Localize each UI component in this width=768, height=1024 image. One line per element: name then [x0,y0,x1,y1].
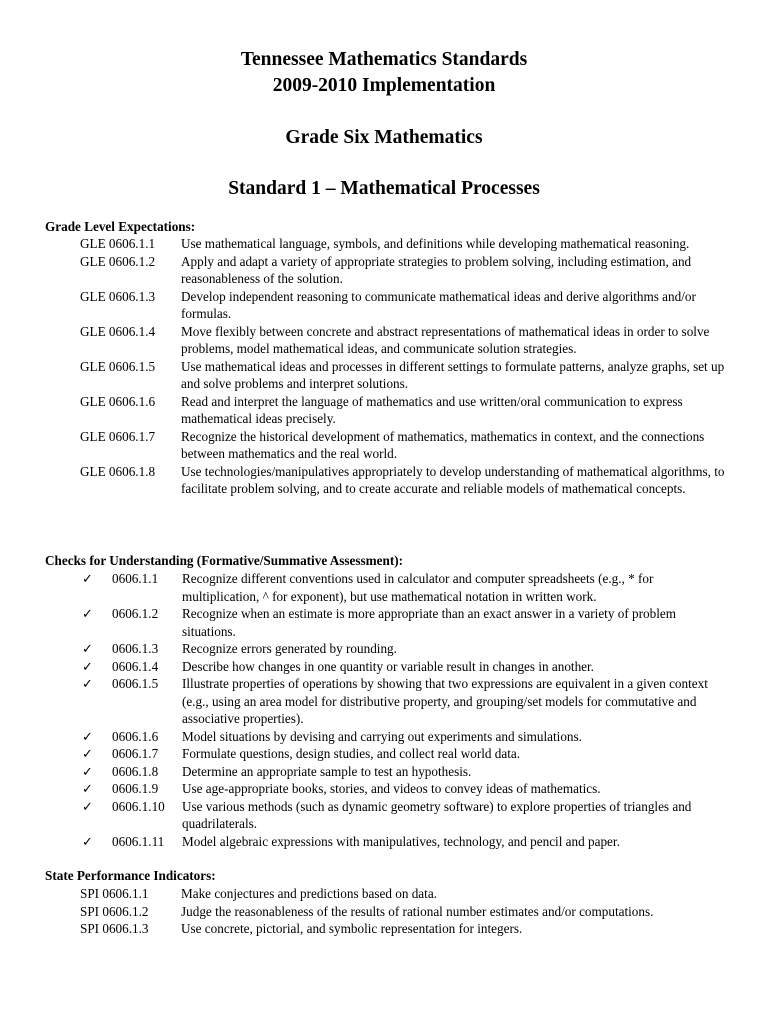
grade-title: Grade Six Mathematics [285,127,483,148]
cfu-text: Recognize different conventions used in calculator and computer spreadsheets (e.g., * for multiplication, ^ for exponent), but use mathematical notation in written work. [182,571,654,604]
cfu-text: Recognize when an estimate is more appropriate than an exact answer in a variety of problem situations. [182,606,676,639]
checkmark-icon: ✓ [82,763,94,779]
gle-code: GLE 0606.1.7 [80,428,156,444]
spi-code: SPI 0606.1.1 [80,886,149,901]
spi-code: SPI 0606.1.3 [80,921,149,936]
cfu-text: Use various methods (such as dynamic geometry software) to explore properties of triangles and quadrilaterals. [182,798,692,831]
checkmark-icon: ✓ [82,746,94,761]
cfu-item [0,605,768,640]
cfu-item [0,640,768,658]
checkmark-icon: ✓ [82,658,94,674]
cfu-code: 0606.1.6 [112,728,159,744]
cfu-item [0,658,768,676]
spi-text: Judge the reasonableness of the results of rational number estimates and/or computations. [181,903,654,919]
cfu-text: Model algebraic expressions with manipulatives, technology, and pencil and paper. [182,833,620,849]
cfu-text: Describe how changes in one quantity or variable result in changes in another. [182,658,594,674]
standard-title: Standard 1 – Mathematical Processes [228,178,540,199]
gle-code: GLE 0606.1.5 [80,358,156,374]
checkmark-icon: ✓ [82,781,94,796]
gle-item [0,323,768,358]
gle-text: Move flexibly between concrete and abstract representations of mathematical ideas in order to solve problems, model mathematical ideas, and communicate solution strategies. [181,323,710,356]
spi-item [0,903,768,921]
gle-item [0,463,768,498]
gle-item [0,253,768,288]
cfu-list [0,570,768,850]
cfu-item [0,675,768,728]
cfu-text: Use age-appropriate books, stories, and videos to convey ideas of mathematics. [182,781,601,796]
cfu-code: 0606.1.10 [112,798,165,814]
cfu-code: 0606.1.3 [112,641,159,656]
cfu-item [0,570,768,605]
gle-text: Recognize the historical development of mathematics, mathematics in context, and the connections between mathematics and the real world. [181,428,705,461]
gle-code: GLE 0606.1.8 [80,463,156,479]
cfu-code: 0606.1.2 [112,606,159,621]
cfu-item [0,798,768,833]
gle-text: Develop independent reasoning to communicate mathematical ideas and derive algorithms and/or formulas. [181,288,696,321]
gle-code: GLE 0606.1.1 [80,236,156,251]
cfu-heading: Checks for Understanding (Formative/Summative Assessment): [45,553,403,568]
gle-code: GLE 0606.1.4 [80,323,156,339]
checkmark-icon: ✓ [82,798,94,814]
cfu-text: Determine an appropriate sample to test an hypothesis. [182,763,472,779]
cfu-code: 0606.1.7 [112,746,159,761]
cfu-code: 0606.1.4 [112,658,159,674]
cfu-text: Formulate questions, design studies, and collect real world data. [182,746,521,761]
gle-item [0,428,768,463]
cfu-text: Illustrate properties of operations by showing that two expressions are equivalent in a given context (e.g., using an area model for distributive property, and grouping/set models for commutative and associative properties). [182,676,708,726]
cfu-code: 0606.1.1 [112,571,159,586]
checkmark-icon: ✓ [82,676,94,691]
checkmark-icon: ✓ [82,606,94,621]
gle-list [0,235,768,498]
checkmark-icon: ✓ [82,641,94,656]
cfu-code: 0606.1.8 [112,763,159,779]
spi-list [0,885,768,938]
checkmark-icon: ✓ [82,728,94,744]
gle-code: GLE 0606.1.3 [80,288,156,304]
gle-item [0,358,768,393]
gle-text: Read and interpret the language of mathematics and use written/oral communication to express mathematical ideas precisely. [181,393,683,426]
spi-heading: State Performance Indicators: [45,868,216,883]
gle-code: GLE 0606.1.2 [80,253,156,269]
cfu-item [0,833,768,851]
checkmark-icon: ✓ [82,833,94,849]
cfu-item [0,763,768,781]
cfu-text: Model situations by devising and carrying out experiments and simulations. [182,728,582,744]
cfu-text: Recognize errors generated by rounding. [182,641,397,656]
gle-text: Apply and adapt a variety of appropriate strategies to problem solving, including estimation, and reasonableness of the solution. [181,253,692,286]
gle-text: Use mathematical language, symbols, and definitions while developing mathematical reasoning. [181,236,690,251]
gle-heading: Grade Level Expectations: [45,219,196,234]
spi-text: Use concrete, pictorial, and symbolic representation for integers. [181,921,523,936]
cfu-code: 0606.1.11 [112,833,165,849]
gle-code: GLE 0606.1.6 [80,393,156,409]
implementation-subtitle: 2009-2010 Implementation [272,75,496,96]
gle-item [0,393,768,428]
cfu-code: 0606.1.9 [112,781,159,796]
cfu-item [0,780,768,798]
cfu-code: 0606.1.5 [112,676,159,691]
gle-text: Use technologies/manipulatives appropriately to develop understanding of mathematical algorithms, to facilitate problem solving, and to create accurate and reliable models of mathematical concepts. [181,463,725,496]
cfu-item [0,745,768,763]
document-title: Tennessee Mathematics Standards [240,49,528,70]
spi-text: Make conjectures and predictions based on data. [181,886,437,901]
gle-item [0,235,768,253]
cfu-item [0,728,768,746]
gle-item [0,288,768,323]
spi-item [0,885,768,903]
spi-item [0,920,768,938]
checkmark-icon: ✓ [82,571,94,586]
gle-text: Use mathematical ideas and processes in different settings to formulate patterns, analyze graphs, set up and solve problems and interpret solutions. [181,358,725,391]
spi-code: SPI 0606.1.2 [80,903,149,919]
